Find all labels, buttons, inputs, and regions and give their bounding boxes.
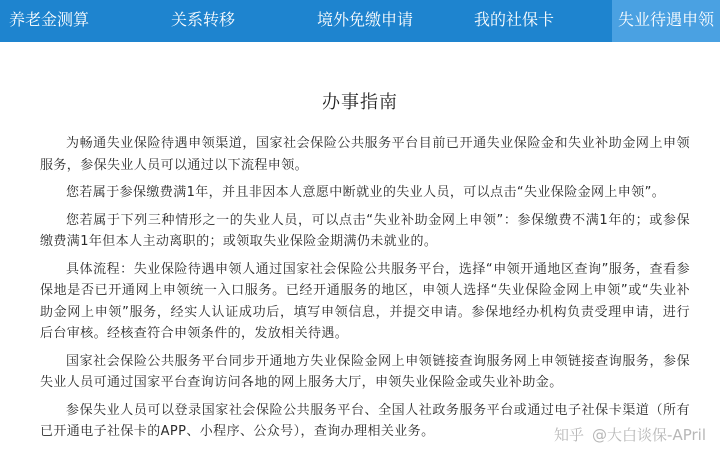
top-nav-bar <box>0 0 720 42</box>
watermark-text: @大白谈保-APril <box>592 426 706 444</box>
guide-content <box>40 133 690 449</box>
nav-item-transfer[interactable]: 关系转移 <box>170 10 235 29</box>
page-title: 办事指南 <box>322 92 398 113</box>
nav-item-unemployment-benefits[interactable]: 失业待遇申领 <box>612 0 720 42</box>
guide-paragraph: 国家社会保险公共服务平台同步开通地方失业保险金网上申领链接查询服务网上申领链接查询服务，参保失业人员可通过国家平台查询访问各地的网上服务大厅，申领失业保险金或失业补助金。 <box>40 353 690 390</box>
nav-item-pension-calc[interactable]: 养老金测算 <box>8 10 89 29</box>
guide-paragraph: 具体流程：失业保险待遇申领人通过国家社会保险公共服务平台，选择“申领开通地区查询”服务，查看参保地是否已开通网上申领统一入口服务。已经开通服务的地区，申领人选择“失业保险金网上申领”或“失业补助金网上申领”服务，经实人认证成功后，填写申领信息，并提交申请。参保地经办机构负责受理申请，进行后台审核。经核查符合申领条件的，发放相关待遇。 <box>40 261 690 341</box>
guide-paragraph: 您若属于参保缴费满1年，并且非因本人意愿中断就业的失业人员，可以点击“失业保险金网上申领”。 <box>66 185 666 200</box>
guide-paragraph: 为畅通失业保险待遇申领渠道，国家社会保险公共服务平台目前已开通失业保险金和失业补助金网上申领服务，参保失业人员可以通过以下流程申领。 <box>40 136 690 173</box>
watermark <box>554 424 706 445</box>
nav-item-overseas-exemption[interactable]: 境外免缴申请 <box>316 10 413 29</box>
guide-paragraph: 参保失业人员可以登录国家社会保险公共服务平台、全国人社政务服务平台或通过电子社保卡渠道（所有已开通电子社保卡的APP、小程序、公众号），查询办理相关业务。 <box>40 402 690 439</box>
zhihu-logo-icon: 知乎 <box>554 426 585 444</box>
guide-paragraph: 您若属于下列三种情形之一的失业人员，可以点击“失业补助金网上申领”：参保缴费不满1年的；或参保缴费满1年但本人主动离职的；或领取失业保险金期满仍未就业的。 <box>40 212 690 249</box>
nav-item-my-social-card[interactable]: 我的社保卡 <box>473 10 554 29</box>
